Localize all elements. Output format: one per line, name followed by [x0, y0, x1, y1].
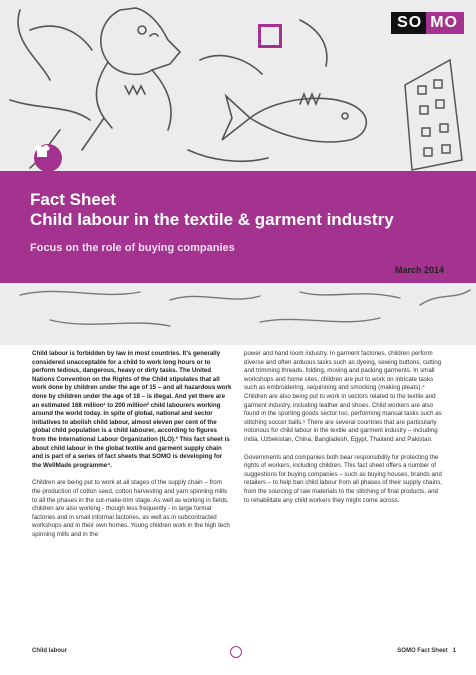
logo-part-1: SO [391, 12, 426, 34]
intro-paragraph: Child labour is forbidden by law in most countries. It’s generally considered unacceptable for a child to work long hours or to perform tedious, dangerous, heavy or dirty tasks. The United Nations Convention on the Rights of the Child stipulates that all work done by children under the age of 15 – and all hazardous work done by children under the age of 18 – is illegal. And yet there are an estimated 168 million¹ to 200 million² child labourers working around the world today. In spite of global, national and sector initiatives to abolish child labour, almost eleven per cent of the global child population is a child labourer, according to figures from the International Labour Organization (ILO).³ This fact sheet is about child labour in the global textile and garment supply chain and is part of a series of fact sheets that SOMO is developing for the WellMade programme⁴. [32, 350, 232, 469]
decorative-square [258, 24, 282, 48]
logo-part-2: MO [426, 12, 464, 34]
page-footer [32, 646, 456, 658]
footer-logo-icon [230, 646, 242, 658]
body-paragraph: Children are being put to work at all stages of the supply chain – from the production of cotton seed, cotton harvesting and yarn spinning mills to all the phases in the cut-make-trim stage. As well as working in fields, children are also working - though less frequently - in large formal factories and in small informal factories, as well as in subcontracted workshops and in their own homes. Young children work in the high tech spinning mills and in the [32, 479, 230, 538]
footer-section-label: Child labour [32, 648, 67, 654]
document-title: Child labour in the textile & garment industry [30, 210, 394, 229]
footer-publication-label [397, 648, 456, 654]
publication-date: March 2014 [394, 265, 444, 275]
footer-publication-name: SOMO Fact Sheet [397, 648, 448, 654]
body-paragraph: Governments and companies both bear responsibility for protecting the rights of workers, including children. This fact sheet offers a number of suggestions for buying companies – such as buying houses, brands and retailers – to help ban child labour from all phases of their supply chains, from the sourcing of raw materials to the stitching of final products, and to rehabilitate any child workers they might come across. [244, 453, 443, 504]
document-subtitle: Focus on the role of buying companies [30, 242, 235, 254]
column-right [244, 350, 444, 514]
page-number: 1 [452, 648, 456, 654]
document-type-heading: Fact Sheet [30, 190, 116, 209]
somo-logo [391, 12, 464, 34]
body-paragraph: power and hand loom industry. In garment factories, children perform diverse and often arduous tasks such as dyeing, sewing buttons, cutting and trimming threads, folding, moving and packing garments. In small workshops and home sites, children are put to work on intricate tasks such as embroidering, sequinning and smocking (making pleats).⁴ Children are also being put to work in sectors related to the textile and garment industry, including leather and shoes. Child workers are also found in the sporting goods sector too, performing manual tasks such as stitching soccer balls.⁵ There are several countries that are particularly notorious for child labour in the textile and garment industry – including India, Uzbekistan, China, Bangladesh, Egypt, Thailand and Pakistan. [244, 350, 442, 443]
shirt-icon [34, 144, 62, 172]
column-left [32, 350, 232, 548]
